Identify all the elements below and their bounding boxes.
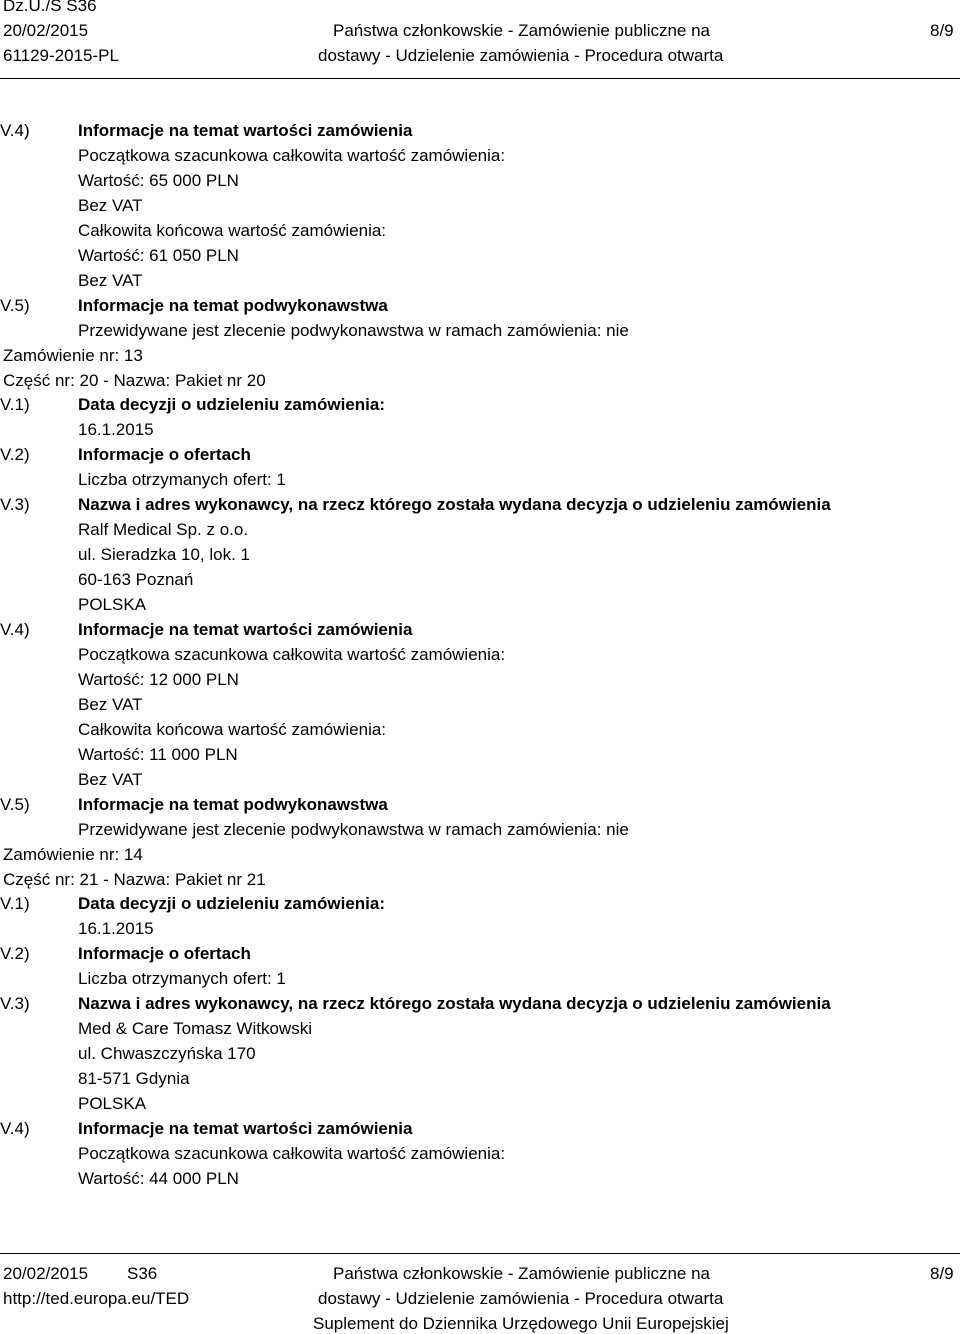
document-line [0,818,960,843]
section-text: 81-571 Gdynia [78,1069,190,1089]
document-line [0,743,960,768]
document-line [0,593,960,618]
document-line [0,344,960,369]
section-number: V.1) [0,395,30,415]
section-number: V.3) [0,994,30,1014]
header-journal: Dz.U./S S36 [3,0,97,15]
header-title-line1: Państwa członkowskie - Zamówienie publiczne na [333,21,711,40]
footer-date: 20/02/2015 [3,1264,89,1283]
document-line [0,418,960,443]
footer-url[interactable]: http://ted.europa.eu/TED [3,1289,190,1308]
section-text: 16.1.2015 [78,919,154,939]
document-line [0,1117,960,1142]
document-line [0,443,960,468]
section-title: Nazwa i adres wykonawcy, na rzecz którego została wydana decyzja o udzieleniu zamówienia [78,495,831,515]
section-text: 16.1.2015 [78,420,154,440]
footer-title-line3: Suplement do Dziennika Urzędowego Unii Europejskiej [313,1314,729,1333]
document-line [0,269,960,294]
document-line [0,668,960,693]
header-rule [0,78,960,79]
section-text: Całkowita końcowa wartość zamówienia: [78,719,387,739]
section-text: Liczba otrzymanych ofert: 1 [78,969,286,989]
document-line [0,892,960,917]
header-page-number: 8/9 [930,21,954,40]
section-title: Informacje o ofertach [78,445,251,465]
section-number: V.2) [0,445,30,465]
document-line [0,119,960,144]
document-line [0,693,960,718]
section-number: V.4) [0,1119,30,1138]
section-title: Data decyzji o udzieleniu zamówienia: [78,395,386,415]
section-text: Początkowa szacunkowa całkowita wartość zamówienia: [78,145,506,165]
document-line [0,1017,960,1042]
header-doc-id: 61129-2015-PL [3,46,119,65]
footer-title-line2: dostawy - Udzielenie zamówienia - Procedura otwarta [318,1289,724,1308]
document-line [0,768,960,793]
section-text: Bez VAT [78,270,143,290]
document-line [0,493,960,518]
section-title: Informacje na temat wartości zamówienia [78,620,413,639]
section-title: Data decyzji o udzieleniu zamówienia: [78,894,386,914]
header-title-line2: dostawy - Udzielenie zamówienia - Procedura otwarta [318,46,724,65]
section-text: POLSKA [78,595,147,615]
section-text: Początkowa szacunkowa całkowita wartość zamówienia: [78,644,506,664]
section-text: Przewidywane jest zlecenie podwykonawstwa w ramach zamówienia: nie [78,819,629,839]
document-line [0,1092,960,1117]
section-number: V.4) [0,121,30,140]
document-line [0,1167,960,1192]
document-line [0,468,960,493]
document-line [0,992,960,1017]
document-line [0,793,960,818]
section-heading-text: Część nr: 20 - Nazwa: Pakiet nr 20 [3,370,266,390]
section-number: V.5) [0,295,30,315]
section-text: Wartość: 12 000 PLN [78,669,239,689]
section-text: Bez VAT [78,769,143,789]
section-text: 60-163 Poznań [78,570,194,590]
section-number: V.3) [0,495,30,515]
section-heading-text: Zamówienie nr: 13 [3,345,143,365]
document-line [0,1042,960,1067]
section-heading-text: Część nr: 21 - Nazwa: Pakiet nr 21 [3,869,266,889]
section-number: V.2) [0,944,30,964]
section-number: V.1) [0,894,30,914]
document-line [0,369,960,394]
section-text: Bez VAT [78,694,143,714]
section-text: Wartość: 11 000 PLN [78,744,238,764]
footer-title-line1: Państwa członkowskie - Zamówienie publiczne na [333,1264,711,1283]
section-number: V.4) [0,620,30,639]
document-line [0,219,960,244]
section-text: Całkowita końcowa wartość zamówienia: [78,220,387,240]
document-line [0,244,960,269]
document-line [0,643,960,668]
document-line [0,843,960,868]
section-text: Bez VAT [78,195,143,215]
section-text: Przewidywane jest zlecenie podwykonawstwa w ramach zamówienia: nie [78,320,629,340]
section-text: Wartość: 61 050 PLN [78,245,239,265]
section-text: Wartość: 44 000 PLN [78,1168,239,1188]
document-line [0,294,960,319]
footer-page-number: 8/9 [930,1264,954,1283]
document-line [0,942,960,967]
document-line [0,393,960,418]
section-title: Informacje na temat wartości zamówienia [78,121,413,140]
document-line [0,169,960,194]
document-line [0,1067,960,1092]
section-title: Informacje o ofertach [78,944,251,964]
section-heading-text: Zamówienie nr: 14 [3,844,143,864]
section-text: Med & Care Tomasz Witkowski [78,1019,312,1039]
section-text: Początkowa szacunkowa całkowita wartość zamówienia: [78,1143,506,1163]
section-text: ul. Chwaszczyńska 170 [78,1044,256,1064]
footer-rule [0,1253,960,1254]
section-text: ul. Sieradzka 10, lok. 1 [78,545,250,565]
section-text: Ralf Medical Sp. z o.o. [78,520,249,540]
section-title: Informacje na temat podwykonawstwa [78,794,388,814]
document-line [0,718,960,743]
header-date: 20/02/2015 [3,21,89,40]
document-line [0,144,960,169]
document-line [0,917,960,942]
document-line [0,967,960,992]
section-text: Liczba otrzymanych ofert: 1 [78,470,286,490]
document-line [0,868,960,893]
section-title: Nazwa i adres wykonawcy, na rzecz którego została wydana decyzja o udzieleniu zamówienia [78,994,831,1014]
document-line [0,518,960,543]
document-line [0,568,960,593]
section-number: V.5) [0,794,30,814]
footer-series: S36 [127,1264,158,1283]
document-line [0,319,960,344]
document-line [0,543,960,568]
document-line [0,618,960,643]
section-title: Informacje na temat wartości zamówienia [78,1119,413,1138]
section-text: Wartość: 65 000 PLN [78,170,239,190]
document-line [0,1142,960,1167]
section-title: Informacje na temat podwykonawstwa [78,295,388,315]
document-line [0,194,960,219]
section-text: POLSKA [78,1094,147,1114]
